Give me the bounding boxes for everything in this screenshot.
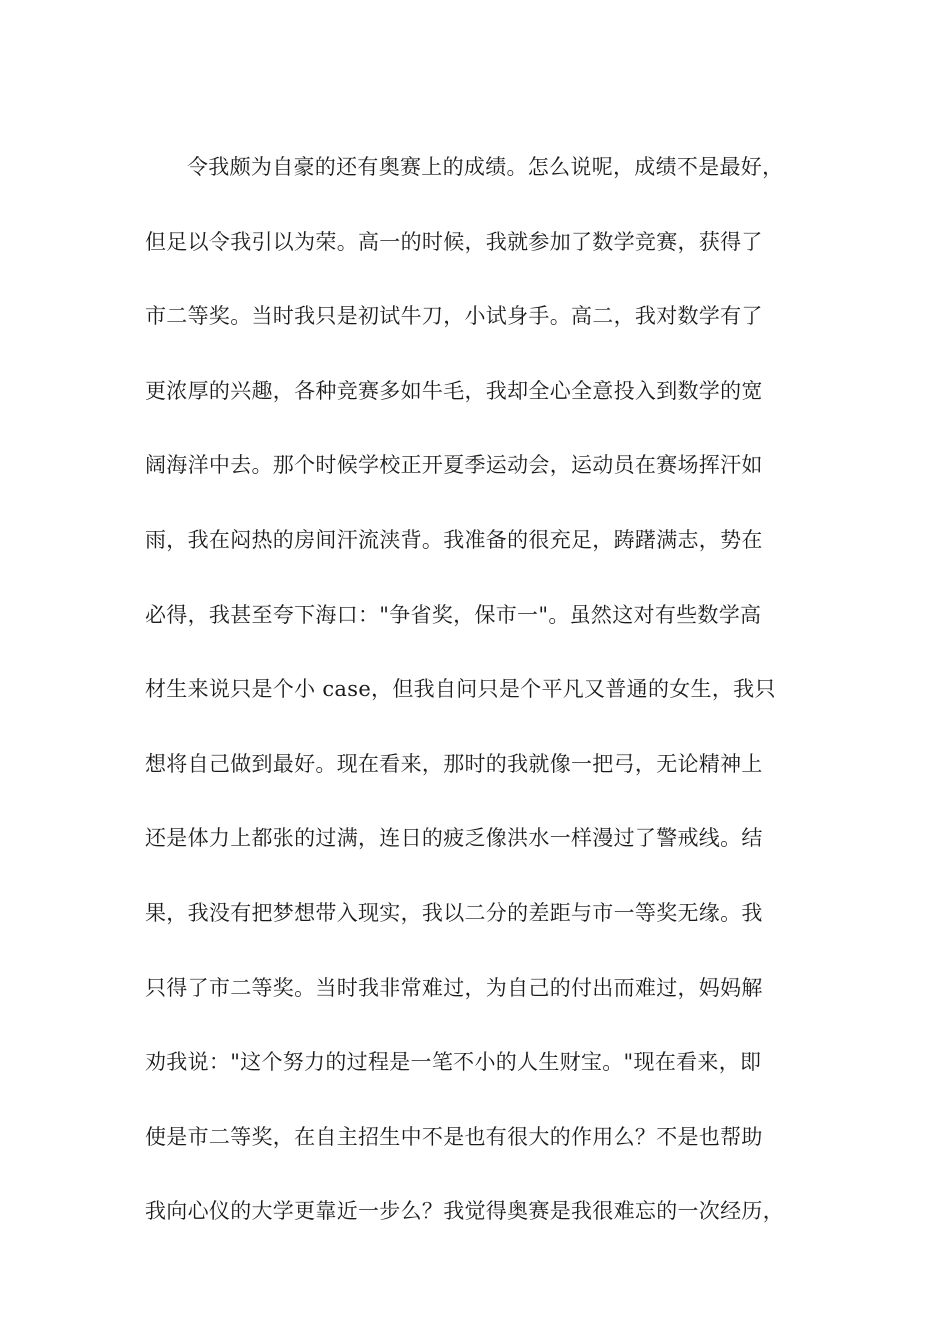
paragraph-line: 必得，我甚至夸下海口："争省奖，保市一"。虽然这对有些数学高: [145, 602, 762, 627]
paragraph-line: 使是市二等奖，在自主招生中不是也有很大的作用么？不是也帮助: [145, 1124, 763, 1149]
paragraph-line: 阔海洋中去。那个时候学校正开夏季运动会，运动员在赛场挥汗如: [145, 453, 763, 478]
paragraph-line: 但足以令我引以为荣。高一的时候，我就参加了数学竞赛，获得了: [145, 229, 763, 254]
paragraph-line: 我向心仪的大学更靠近一步么？我觉得奥赛是我很难忘的一次经历，: [145, 1199, 784, 1224]
paragraph-line: 还是体力上都张的过满，连日的疲乏像洪水一样漫过了警戒线。结: [145, 826, 763, 851]
paragraph-line: 更浓厚的兴趣，各种竞赛多如牛毛，我却全心全意投入到数学的宽: [145, 378, 763, 403]
paragraph-line: 材生来说只是个小 case，但我自问只是个平凡又普通的女生，我只: [145, 677, 776, 702]
paragraph-line: 雨，我在闷热的房间汗流浃背。我准备的很充足，踌躇满志，势在: [145, 527, 763, 552]
paragraph-line: 果，我没有把梦想带入现实，我以二分的差距与市一等奖无缘。我: [145, 900, 763, 925]
paragraph-line: 只得了市二等奖。当时我非常难过，为自己的付出而难过，妈妈解: [145, 975, 763, 1000]
paragraph-line: 令我颇为自豪的还有奥赛上的成绩。怎么说呢，成绩不是最好，: [187, 155, 784, 179]
paragraph-line: 想将自己做到最好。现在看来，那时的我就像一把弓，无论精神上: [145, 751, 763, 776]
paragraph-line: 市二等奖。当时我只是初试牛刀，小试身手。高二，我对数学有了: [145, 304, 763, 329]
paragraph-line: 劝我说："这个努力的过程是一笔不小的人生财宝。"现在看来，即: [145, 1050, 762, 1075]
paragraph: [145, 130, 825, 1249]
